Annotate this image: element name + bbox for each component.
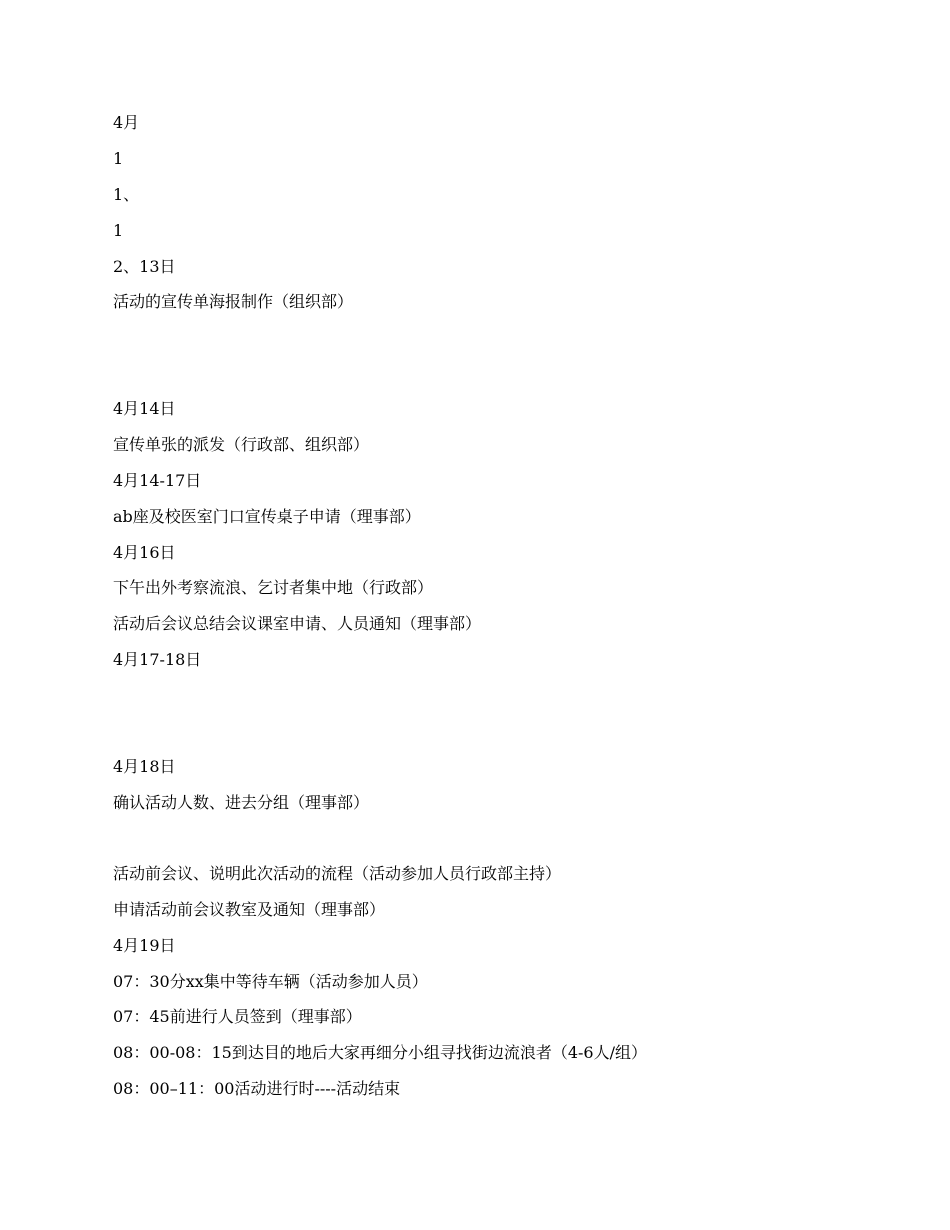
text-line-14: 4月17-18日	[113, 650, 202, 669]
text-line-17: 活动前会议、说明此次活动的流程（活动参加人员行政部主持）	[113, 864, 562, 883]
text-line-2: 1	[113, 149, 124, 168]
text-line-6: 活动的宣传单海报制作（组织部）	[113, 292, 354, 311]
text-line-15: 4月18日	[113, 757, 176, 776]
text-line-8: 宣传单张的派发（行政部、组织部）	[113, 435, 370, 454]
text-line-7: 4月14日	[113, 399, 176, 418]
text-line-3: 1、	[113, 185, 140, 204]
text-line-19: 4月19日	[113, 936, 176, 955]
text-line-16: 确认活动人数、进去分组（理事部）	[113, 793, 370, 812]
text-line-13: 活动后会议总结会议课室申请、人员通知（理事部）	[113, 614, 482, 633]
text-line-9: 4月14-17日	[113, 471, 202, 490]
text-line-5: 2、13日	[113, 257, 176, 276]
text-line-11: 4月16日	[113, 543, 176, 562]
text-line-20: 07：30分xx集中等待车辆（活动参加人员）	[113, 972, 428, 991]
text-line-23: 08：00–11：00活动进行时----活动结束	[113, 1079, 401, 1098]
text-line-18: 申请活动前会议教室及通知（理事部）	[113, 900, 386, 919]
text-line-4: 1	[113, 221, 124, 240]
text-line-12: 下午出外考察流浪、乞讨者集中地（行政部）	[113, 578, 434, 597]
text-line-10: ab座及校医室门口宣传桌子申请（理事部）	[113, 507, 421, 526]
text-line-22: 08：00-08：15到达目的地后大家再细分小组寻找街边流浪者（4-6人/组）	[113, 1043, 648, 1062]
text-line-21: 07：45前进行人员签到（理事部）	[113, 1007, 362, 1026]
text-line-1: 4月	[113, 113, 140, 132]
